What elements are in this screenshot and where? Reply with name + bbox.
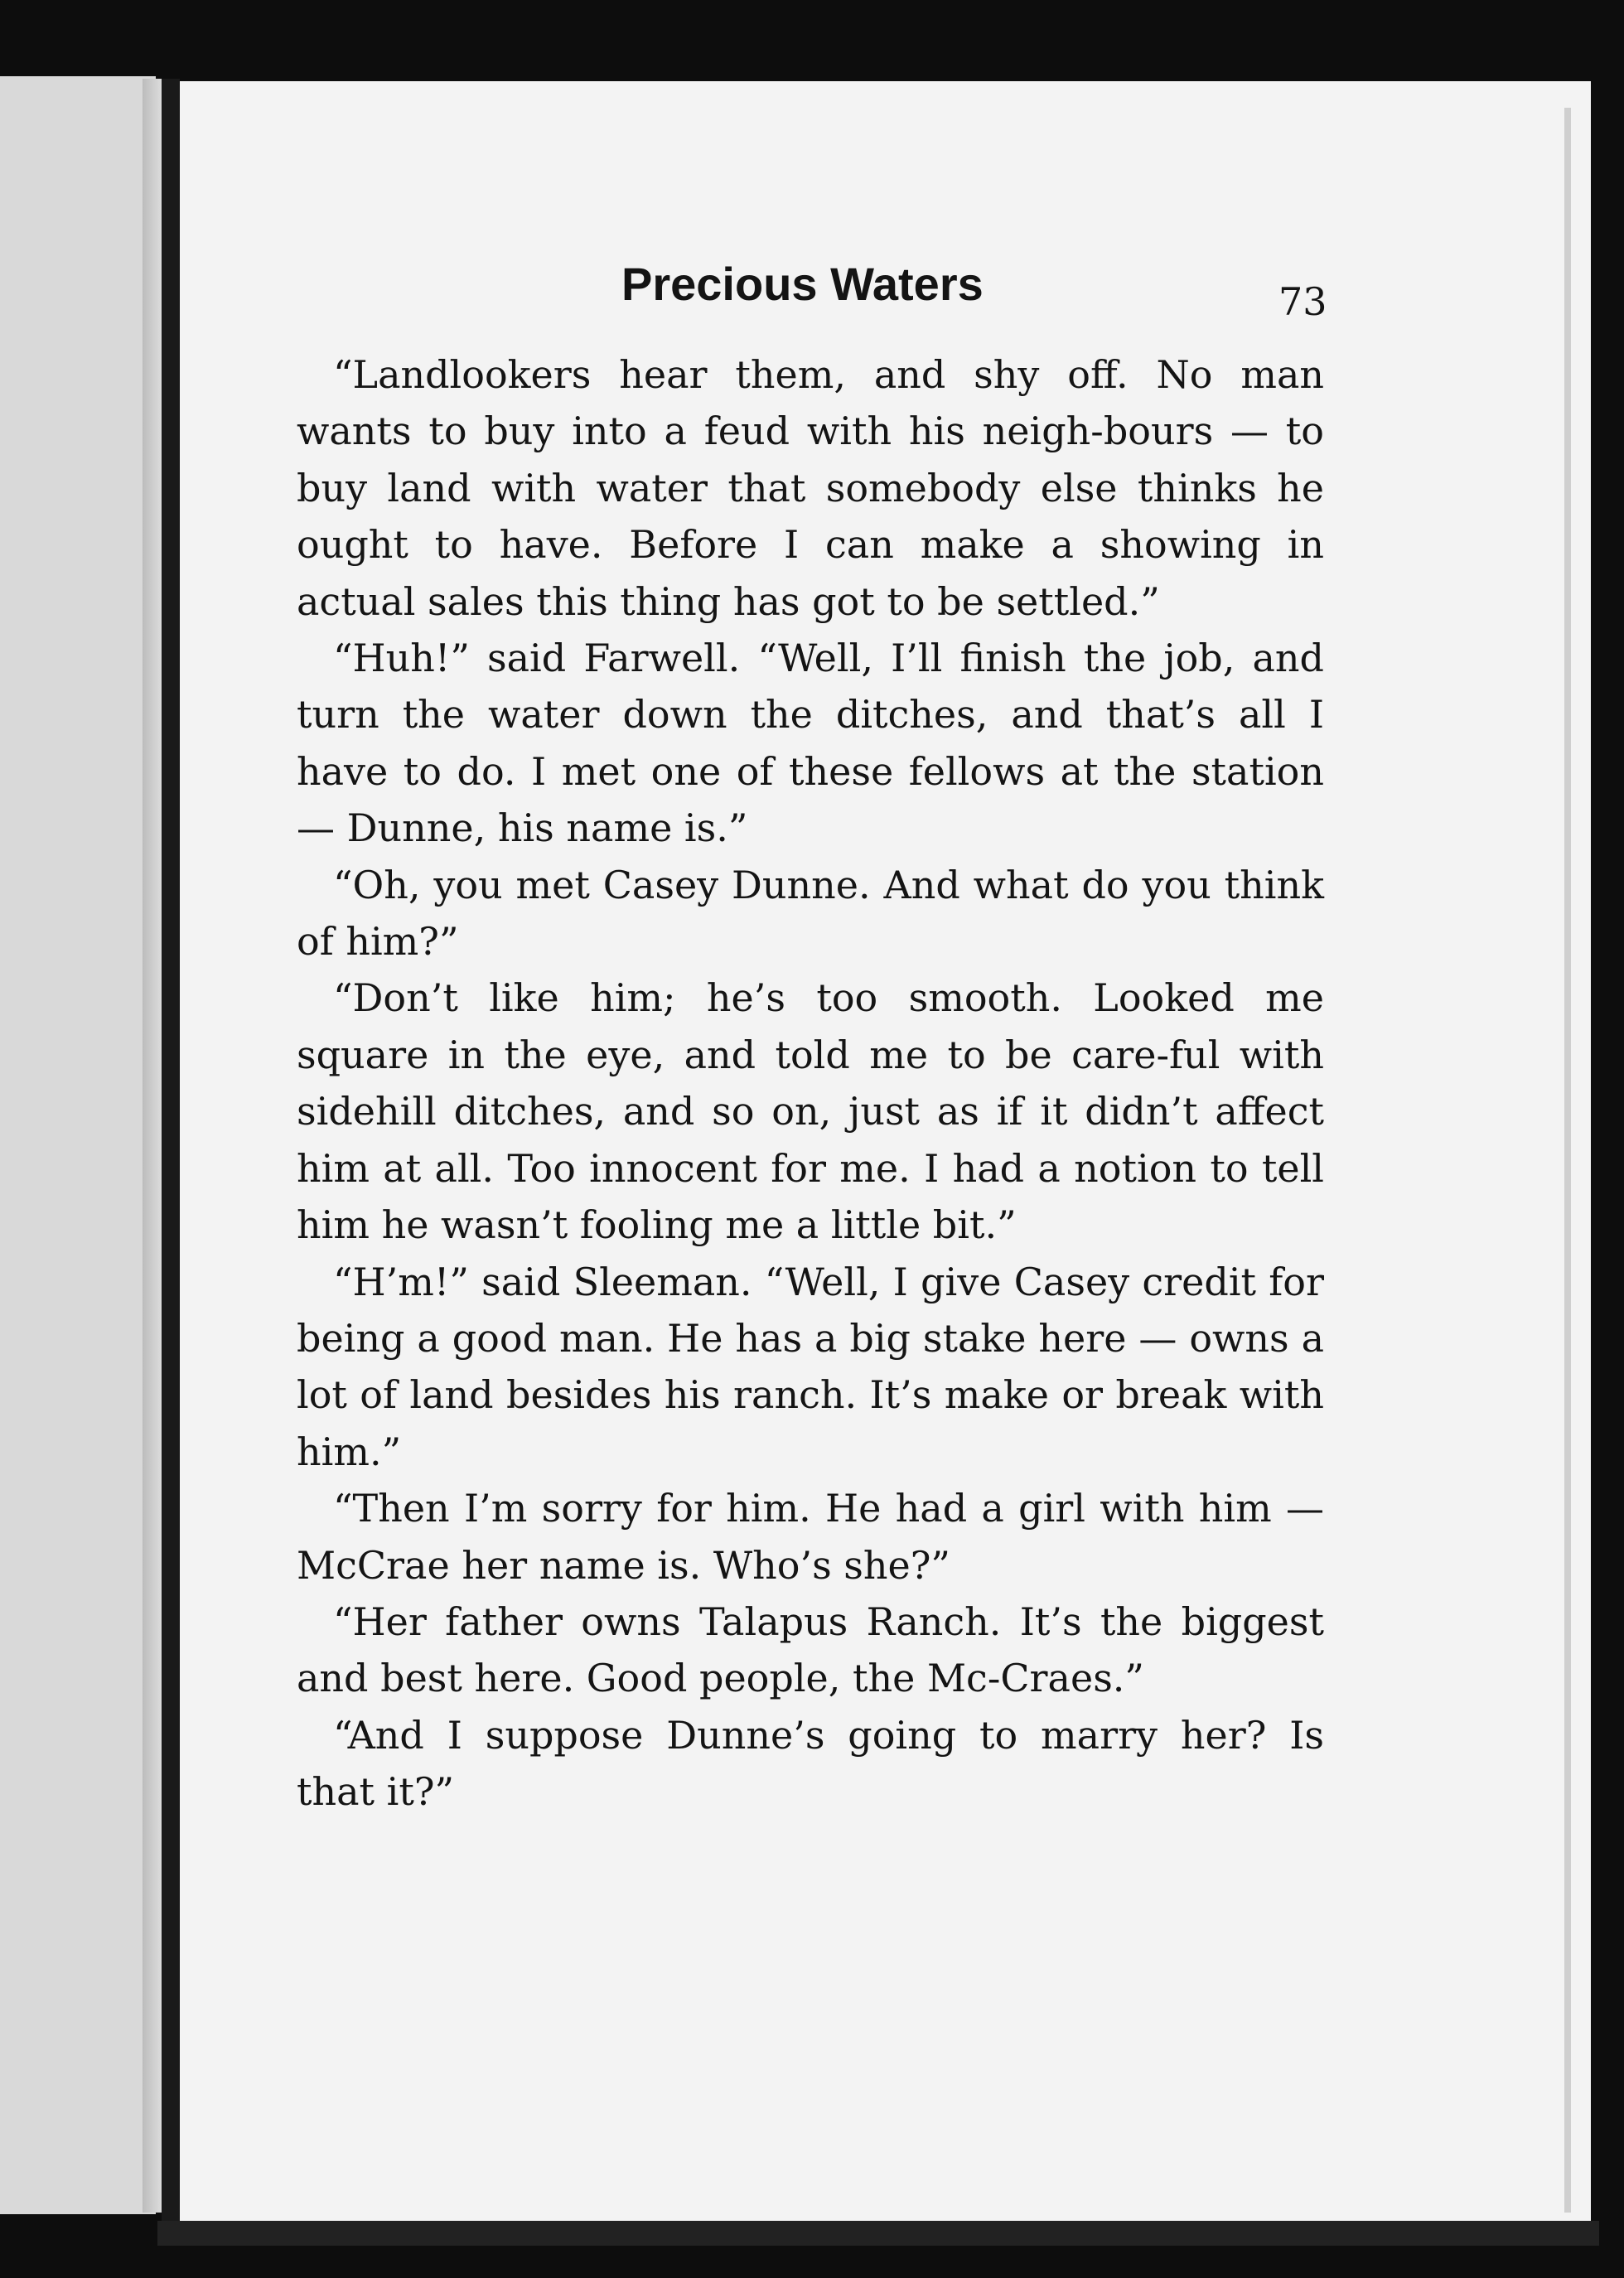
- paragraph: “Huh!” said Farwell. “Well, I’ll finish the job, and turn the water down the ditches, and that’s all I have to do. I met one of these fellows at the station — Dunne, his name is.”: [297, 636, 1324, 851]
- paragraph: “Landlookers hear them, and shy off. No man wants to buy into a feud with his neigh-bours — to buy land with water that somebody else thinks he ought to have. Before I can make a showing in actual sales this thing has got to be settled.”: [297, 352, 1324, 624]
- paragraph: “And I suppose Dunne’s going to marry her? Is that it?”: [297, 1712, 1324, 1815]
- running-head: Precious Waters: [621, 258, 984, 310]
- page-number: 73: [1278, 279, 1327, 324]
- page-right-edge: [1564, 108, 1571, 2213]
- paragraph: “Don’t like him; he’s too smooth. Looked me square in the eye, and told me to be care-ful with sidehill ditches, and so on, just as if it didn’t affect him at all. Too innocent for me. I had a notion to tell him he wasn’t fooling me a little bit.”: [297, 975, 1324, 1248]
- page-bottom-shadow: [157, 2221, 1599, 2246]
- facing-page-fragment: [0, 76, 156, 2214]
- book-gutter: [162, 79, 180, 2225]
- paragraph: “Oh, you met Casey Dunne. And what do you think of him?”: [297, 862, 1324, 965]
- paragraph: “Her father owns Talapus Ranch. It’s the biggest and best here. Good people, the Mc-Craes.”: [297, 1598, 1324, 1701]
- paragraph: “Then I’m sorry for him. He had a girl with him — McCrae her name is. Who’s she?”: [297, 1486, 1324, 1588]
- body-text: [297, 346, 1324, 1821]
- paragraph: “H’m!” said Sleeman. “Well, I give Casey credit for being a good man. He has a big stake here — owns a lot of land besides his ranch. It’s make or break with him.”: [297, 1259, 1324, 1474]
